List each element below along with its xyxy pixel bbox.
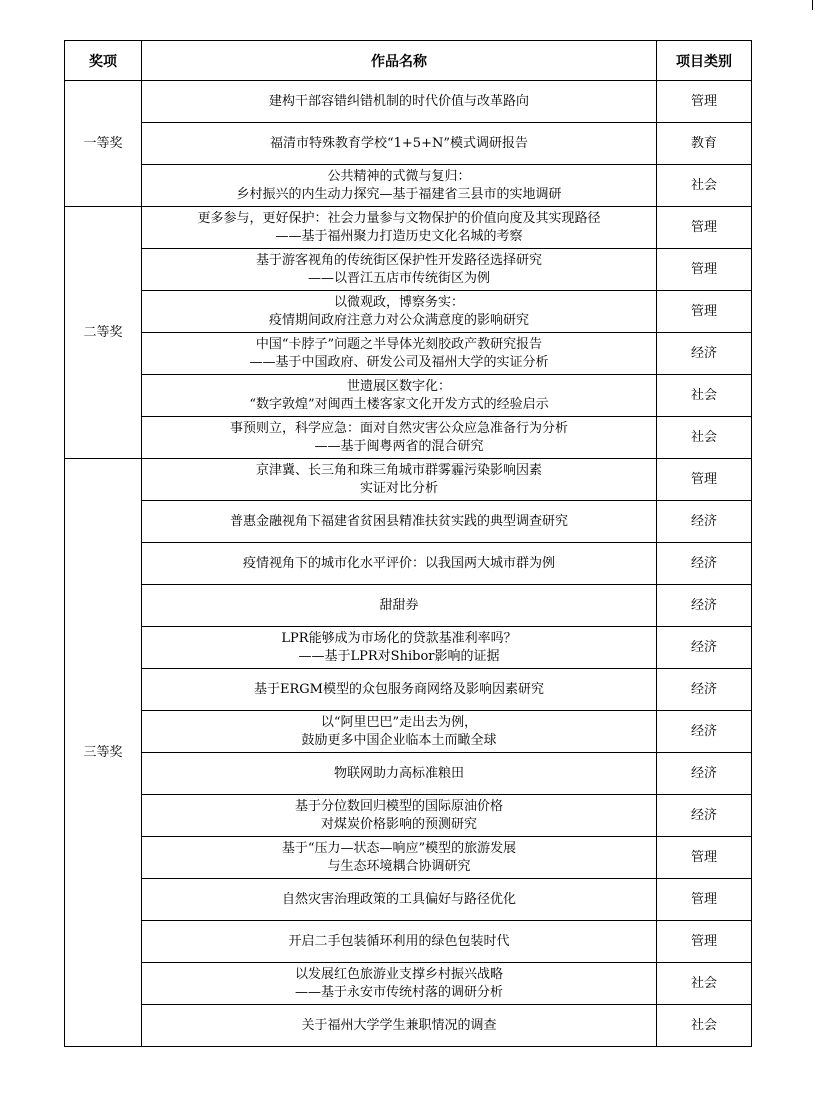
work-title-line: 乡村振兴的内生动力探究—基于福建省三县市的实地调研 (236, 186, 562, 202)
table-row (65, 711, 752, 753)
work-title-line: ——基于永安市传统村落的调研分析 (294, 984, 503, 1000)
category-cell: 社会 (657, 375, 752, 417)
work-title-line: 事预则立，科学应急：面对自然灾害公众应急准备行为分析 (229, 420, 568, 436)
work-title-line: ——基于LPR对Shibor影响的证据 (298, 648, 500, 664)
category-cell: 管理 (657, 207, 752, 249)
award-level-cell: 三等奖 (65, 459, 142, 1047)
table-row (65, 669, 752, 711)
work-title-line: 建构干部容错纠错机制的时代价值与改革路向 (268, 93, 529, 109)
work-title-line: 实证对比分析 (359, 480, 438, 496)
table-row (65, 375, 752, 417)
work-title-line: 开启二手包装循环利用的绿色包装时代 (288, 933, 510, 949)
work-title-line: LPR能够成为市场化的贷款基准利率吗？ (281, 630, 517, 646)
category-cell: 社会 (657, 963, 752, 1005)
work-title-line: 基于“压力—状态—响应”模型的旅游发展 (281, 840, 517, 856)
work-title-line: 对煤炭价格影响的预测研究 (320, 816, 477, 832)
table-row (65, 165, 752, 207)
work-title-line: 普惠金融视角下福建省贫困县精准扶贫实践的典型调查研究 (229, 513, 568, 529)
category-cell: 教育 (657, 123, 752, 165)
work-title-cell (142, 459, 657, 501)
work-title-cell (142, 711, 657, 753)
work-title-cell (142, 795, 657, 837)
table-row (65, 795, 752, 837)
award-level-cell: 二等奖 (65, 207, 142, 459)
work-title-cell (142, 669, 657, 711)
table-row (65, 585, 752, 627)
table-row (65, 879, 752, 921)
work-title-line: 关于福州大学学生兼职情况的调查 (301, 1017, 497, 1033)
award-level-cell: 一等奖 (65, 81, 142, 207)
work-title-cell (142, 249, 657, 291)
work-title-cell (142, 417, 657, 459)
table-row (65, 333, 752, 375)
table-row (65, 81, 752, 123)
work-title-line: 基于ERGM模型的众包服务商网络及影响因素研究 (254, 681, 544, 697)
awards-table (64, 40, 752, 1047)
category-cell: 社会 (657, 165, 752, 207)
table-row (65, 837, 752, 879)
table-row (65, 1005, 752, 1047)
work-title-line: 福清市特殊教育学校“1+5+N”模式调研报告 (270, 135, 528, 151)
category-cell: 管理 (657, 81, 752, 123)
table-row (65, 417, 752, 459)
header-award: 奖项 (65, 41, 142, 81)
category-cell: 管理 (657, 249, 752, 291)
work-title-line: 以“阿里巴巴”走出去为例， (320, 714, 478, 730)
category-cell: 管理 (657, 837, 752, 879)
work-title-cell (142, 123, 657, 165)
work-title-line: ——基于福州聚力打造历史文化名城的考察 (275, 228, 523, 244)
work-title-cell (142, 753, 657, 795)
category-cell: 经济 (657, 543, 752, 585)
work-title-line: 世遗展区数字化： (346, 378, 451, 394)
work-title-line: 鼓励更多中国企业临本土而瞰全球 (301, 732, 497, 748)
category-cell: 管理 (657, 291, 752, 333)
table-row (65, 249, 752, 291)
work-title-line: 基于分位数回归模型的国际原油价格 (294, 798, 503, 814)
work-title-line: 中国“卡脖子”问题之半导体光刻胶政产教研究报告 (255, 336, 543, 352)
table-row (65, 921, 752, 963)
work-title-line: 与生态环境耦合协调研究 (327, 858, 471, 874)
table-row (65, 501, 752, 543)
table-row (65, 753, 752, 795)
category-cell: 经济 (657, 753, 752, 795)
work-title-cell (142, 333, 657, 375)
category-cell: 经济 (657, 711, 752, 753)
work-title-cell (142, 585, 657, 627)
work-title-cell (142, 165, 657, 207)
category-cell: 经济 (657, 585, 752, 627)
work-title-line: “数字敦煌”对闽西土楼客家文化开发方式的经验启示 (249, 396, 549, 412)
category-cell: 经济 (657, 627, 752, 669)
work-title-cell (142, 837, 657, 879)
work-title-line: 自然灾害治理政策的工具偏好与路径优化 (281, 891, 516, 907)
category-cell: 管理 (657, 879, 752, 921)
work-title-cell (142, 1005, 657, 1047)
header-category: 项目类别 (657, 41, 752, 81)
work-title-line: 更多参与，更好保护：社会力量参与文物保护的价值向度及其实现路径 (197, 210, 601, 226)
category-cell: 管理 (657, 459, 752, 501)
work-title-cell (142, 501, 657, 543)
work-title-cell (142, 963, 657, 1005)
work-title-cell (142, 627, 657, 669)
work-title-cell (142, 291, 657, 333)
page-corner-mark (812, 0, 813, 10)
table-row (65, 207, 752, 249)
work-title-cell (142, 879, 657, 921)
work-title-line: 甜甜券 (379, 597, 419, 613)
category-cell: 社会 (657, 1005, 752, 1047)
work-title-line: 疫情期间政府注意力对公众满意度的影响研究 (268, 312, 529, 328)
work-title-line: 疫情视角下的城市化水平评价：以我国两大城市群为例 (242, 555, 555, 571)
work-title-line: ——基于闽粤两省的混合研究 (314, 438, 484, 454)
table-row (65, 123, 752, 165)
work-title-line: 基于游客视角的传统街区保护性开发路径选择研究 (255, 252, 542, 268)
work-title-cell (142, 375, 657, 417)
table-row (65, 627, 752, 669)
work-title-line: 京津冀、长三角和珠三角城市群雾霾污染影响因素 (255, 462, 542, 478)
header-row (65, 41, 752, 81)
header-title: 作品名称 (142, 41, 657, 81)
table-row (65, 459, 752, 501)
work-title-cell (142, 543, 657, 585)
awards-body (65, 81, 752, 1047)
work-title-line: 以发展红色旅游业支撑乡村振兴战略 (294, 966, 503, 982)
work-title-cell (142, 207, 657, 249)
work-title-line: ——以晋江五店市传统街区为例 (307, 270, 490, 286)
category-cell: 经济 (657, 333, 752, 375)
work-title-line: ——基于中国政府、研发公司及福州大学的实证分析 (249, 354, 549, 370)
category-cell: 经济 (657, 669, 752, 711)
work-title-cell (142, 921, 657, 963)
category-cell: 社会 (657, 417, 752, 459)
category-cell: 管理 (657, 921, 752, 963)
category-cell: 经济 (657, 501, 752, 543)
table-row (65, 963, 752, 1005)
work-title-line: 物联网助力高标准粮田 (333, 765, 464, 781)
work-title-line: 以微观政，博察务实： (333, 294, 464, 310)
work-title-line: 公共精神的式微与复归： (327, 168, 471, 184)
table-row (65, 291, 752, 333)
table-row (65, 543, 752, 585)
category-cell: 经济 (657, 795, 752, 837)
work-title-cell (142, 81, 657, 123)
